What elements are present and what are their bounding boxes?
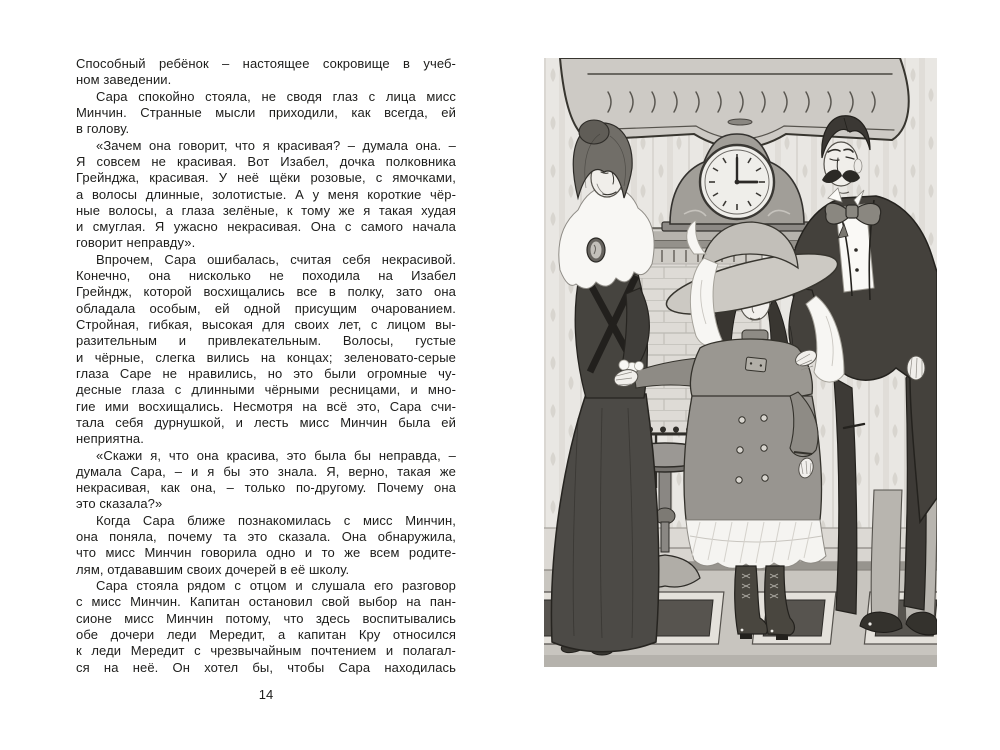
text-line: Впрочем, Сара ошибалась, считая себя некрасивой. (96, 251, 456, 267)
text-line: и смуглая. Я ужасно некрасивая. Она с самого начала (76, 219, 456, 235)
text-line: лям, отдававшим своих дочерей в её школу. (76, 561, 350, 577)
illustration-svg (544, 58, 937, 667)
text-line: десные глаза с длинными чёрными ресницами, и мно- (76, 382, 456, 398)
text-line: что мисс Минчин говорила одно и то же всем родите- (76, 545, 456, 561)
text-line: ном заведении. (76, 72, 172, 88)
text-line: Сара стояла рядом с отцом и слушала его разговор (96, 578, 456, 593)
text-column (76, 56, 456, 676)
text-line: Грейндж, которой восхищались все в полку, зато она (76, 284, 456, 300)
text-line: в голову. (76, 121, 130, 137)
text-line: неприятна. (76, 431, 144, 447)
text-line: тала себя дурнушкой, и лесть мисс Минчин была ей (76, 414, 456, 430)
text-line: некрасивая, как она, – только по-другому. Почему она (76, 480, 456, 496)
text-line: разительным и привлекательным. Волосы, густые (76, 333, 456, 349)
text-line: Стройная, гибкая, высокая для своих лет, с лицом вы- (76, 317, 456, 332)
text-line: а волосы длинные, золотистые. А у меня короткие чёр- (76, 186, 456, 202)
text-line: Когда Сара ближе познакомилась с мисс Минчин, (96, 512, 456, 528)
book-illustration (544, 58, 937, 667)
text-line: обе дочери леди Мередит, а капитан Кру относился (76, 626, 456, 642)
text-line: обладала особым, ей одной присущим очарованием. (76, 300, 456, 316)
text-line: и чёрные, слегка вились на концах; зеленовато-серые (76, 349, 456, 365)
text-line: ся на неё. Он хотел бы, чтобы Сара находилась (76, 659, 456, 675)
text-line: Конечно, она нисколько не походила на Изабел (76, 268, 456, 284)
text-line: ные волосы, а глаза зелёные, к тому же я такая худая (76, 202, 456, 218)
text-line: сионе мисс Минчин потому, что здесь воспитывались (76, 610, 456, 626)
text-line: говорит неправду». (76, 235, 196, 251)
text-line: Сара спокойно стояла, не сводя глаз с лица мисс (96, 88, 456, 104)
text-line: Я совсем не красивая. Вот Изабел, дочка полковника (76, 153, 456, 169)
text-line: «Скажи я, что она красива, это была бы неправда, – (96, 447, 456, 463)
text-line: думала Сара, – и я бы это знала. Я, верно, такая же (76, 463, 456, 479)
text-line: она поняла, почему та это сказала. Она обнаружила, (76, 529, 456, 545)
text-line: «Зачем она говорит, что я красивая? – думала она. – (96, 137, 456, 153)
text-line: это сказала?» (76, 496, 163, 512)
text-line: Минчин. Странные мысли приходили, как всегда, ей (76, 104, 456, 120)
text-line: глаза Саре не нравились, но это были огромные чу- (76, 365, 456, 381)
text-line: Способный ребёнок – настоящее сокровище в учеб- (76, 56, 456, 71)
page-number: 14 (258, 687, 274, 702)
text-line: с мисс Минчин. Капитан остановил свой выбор на пан- (76, 594, 456, 610)
text-line: гие ими восхищались. Несмотря на всё это, Сара счи- (76, 398, 456, 414)
text-line: к леди Мередит с чрезвычайным почтением и полагал- (76, 643, 456, 659)
text-line: Грейнджа, красивая. У неё щёки розовые, с ямочками, (76, 170, 456, 186)
